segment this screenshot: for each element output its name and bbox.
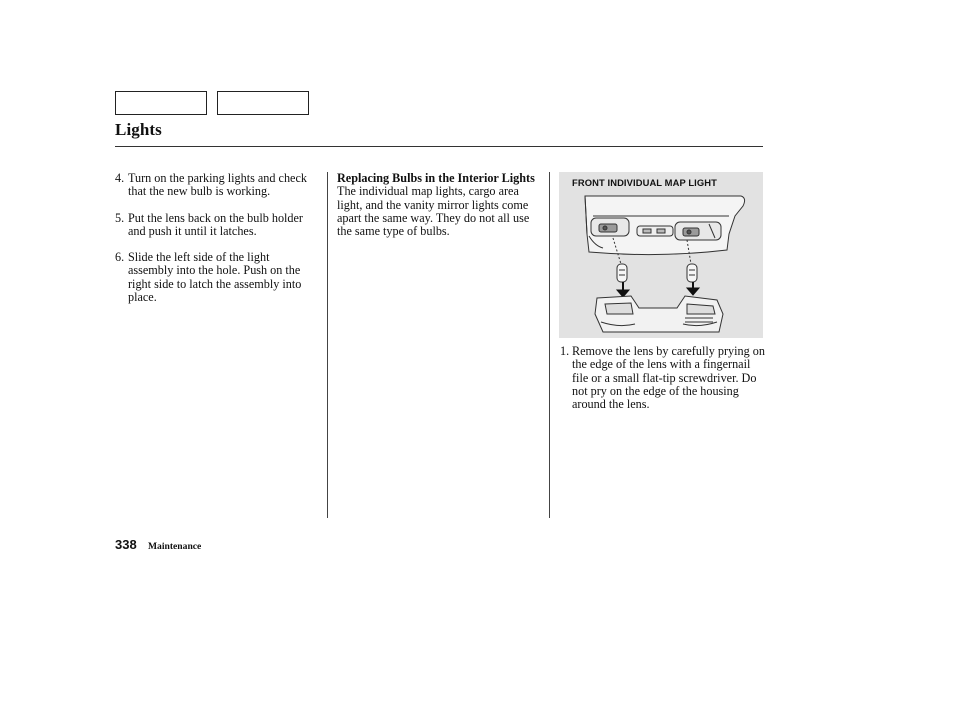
title-rule — [115, 146, 763, 147]
step-text: Put the lens back on the bulb holder and push it until it latches. — [128, 210, 303, 238]
step-list — [115, 172, 315, 304]
section-body: The individual map lights, cargo area light, and the vanity mirror lights come apart the same way. They do not all use the same type of bulbs. — [337, 184, 530, 239]
nav-tab-2[interactable] — [217, 91, 309, 115]
page-title: Lights — [115, 120, 162, 139]
column-middle — [337, 172, 543, 238]
column-right — [560, 345, 765, 424]
section-heading: Replacing Bulbs in the Interior Lights — [337, 171, 535, 185]
step-number: 6. — [115, 250, 125, 265]
column-left — [115, 172, 315, 317]
step-item — [115, 251, 315, 304]
step-text: Remove the lens by carefully prying on the edge of the lens with a fingernail file or a small flat-tip screwdriver. Do not pry on the edge of the housing around the lens. — [572, 344, 765, 412]
figure-caption: FRONT INDIVIDUAL MAP LIGHT — [572, 177, 717, 188]
map-light-illustration — [559, 172, 763, 338]
step-number: 5. — [115, 210, 125, 225]
step-item — [560, 345, 765, 411]
step-item — [115, 212, 315, 239]
step-number: 1. — [560, 344, 570, 358]
step-item — [115, 172, 315, 199]
map-light-figure — [559, 172, 763, 338]
page-number: 338 — [115, 537, 137, 552]
step-number: 4. — [115, 171, 125, 185]
nav-tab-1[interactable] — [115, 91, 207, 115]
step-list — [560, 345, 765, 411]
column-divider-2 — [549, 172, 550, 518]
section-name: Maintenance — [148, 541, 202, 552]
column-divider-1 — [327, 172, 328, 518]
step-text: Turn on the parking lights and check that the new bulb is working. — [128, 171, 307, 199]
step-text: Slide the left side of the light assembly into the hole. Push on the right side to latch the assembly into place. — [128, 250, 302, 305]
